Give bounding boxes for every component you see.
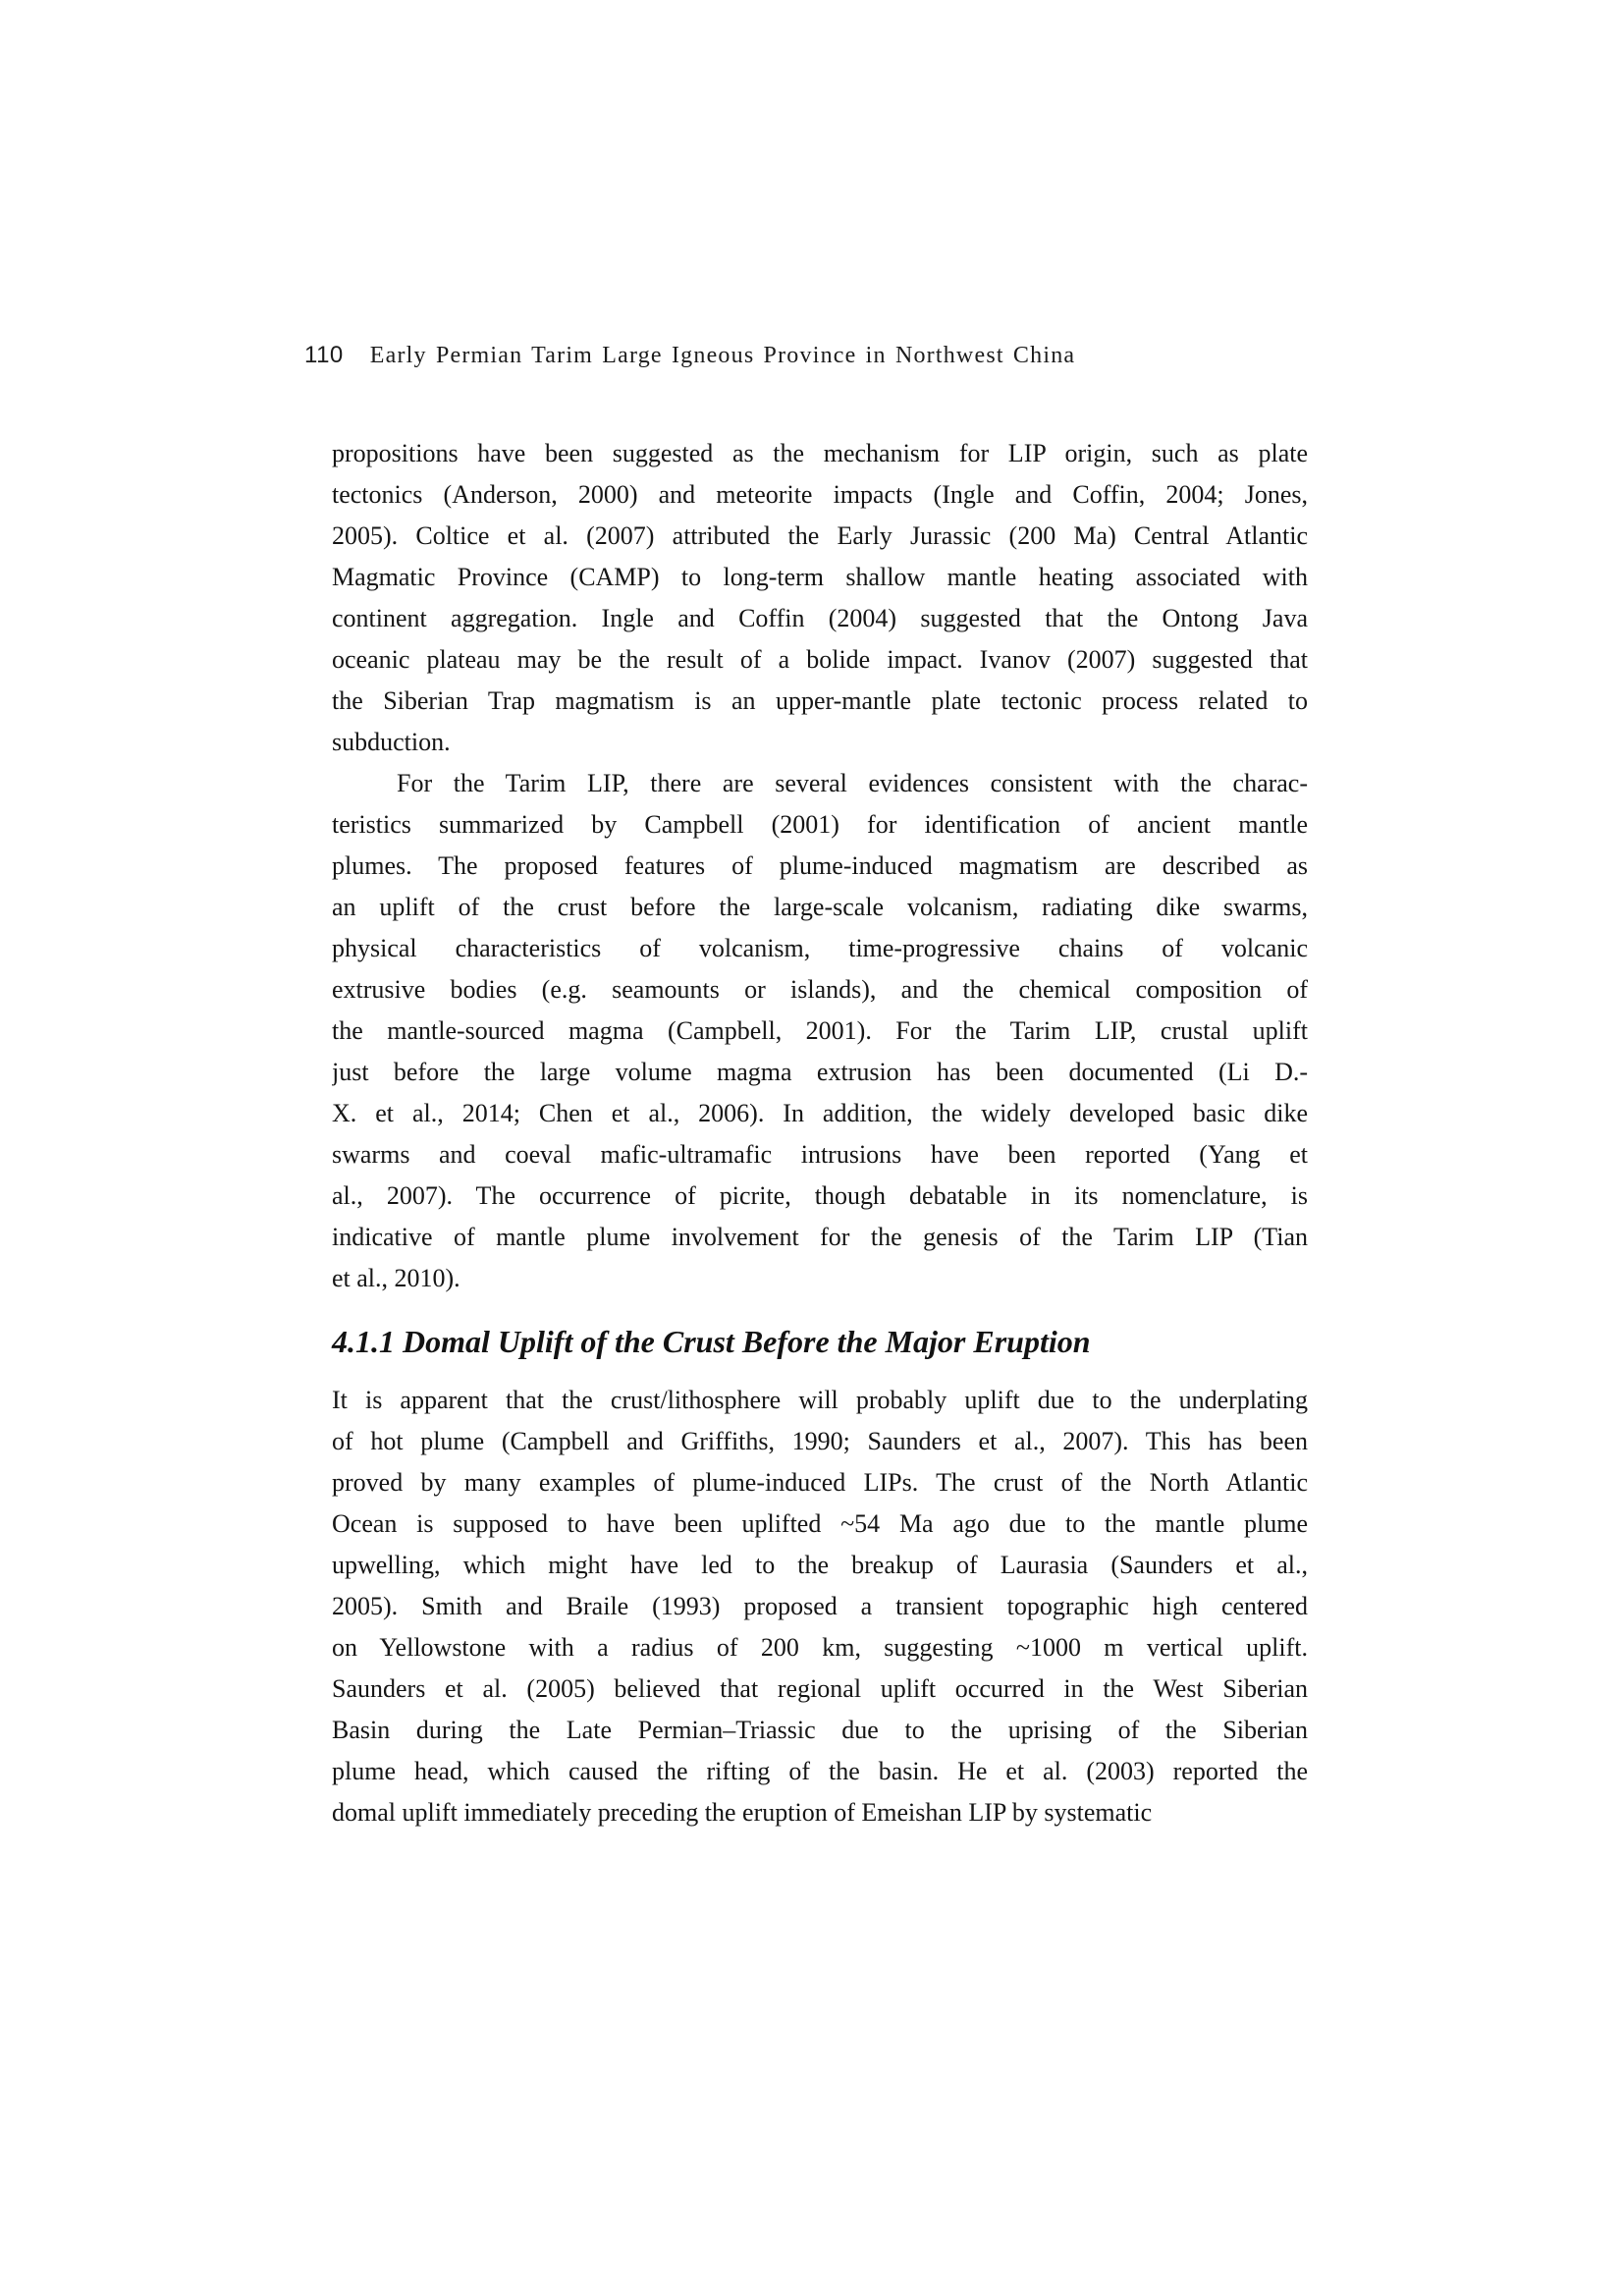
text-line: X. et al., 2014; Chen et al., 2006). In addition, the widely developed basic dike (332, 1099, 1308, 1127)
running-title: Early Permian Tarim Large Igneous Province in Northwest China (369, 343, 1076, 368)
body-text (332, 433, 1308, 1833)
text-line: upwelling, which might have led to the breakup of Laurasia (Saunders et al., (332, 1551, 1308, 1579)
text-line: oceanic plateau may be the result of a bolide impact. Ivanov (2007) suggested that (332, 645, 1308, 674)
text-line: an uplift of the crust before the large-scale volcanism, radiating dike swarms, (332, 893, 1308, 921)
text-line: plume head, which caused the rifting of the basin. He et al. (2003) reported the (332, 1757, 1308, 1785)
text-line: the mantle-sourced magma (Campbell, 2001). For the Tarim LIP, crustal uplift (332, 1016, 1308, 1045)
text-line: 2005). Smith and Braile (1993) proposed a transient topographic high centered (332, 1592, 1308, 1620)
text-line: physical characteristics of volcanism, time-progressive chains of volcanic (332, 934, 1308, 962)
text-line: Magmatic Province (CAMP) to long-term shallow mantle heating associated with (332, 563, 1308, 591)
text-line: extrusive bodies (e.g. seamounts or islands), and the chemical composition of (332, 975, 1308, 1004)
text-line: swarms and coeval mafic-ultramafic intrusions have been reported (Yang et (332, 1140, 1308, 1169)
text-line: For the Tarim LIP, there are several evidences consistent with the charac- (397, 769, 1308, 797)
text-line: tectonics (Anderson, 2000) and meteorite impacts (Ingle and Coffin, 2004; Jones, (332, 480, 1308, 509)
section-heading: 4.1.1 Domal Uplift of the Crust Before the Major Eruption (332, 1324, 1091, 1359)
text-line: Ocean is supposed to have been uplifted ~54 Ma ago due to the mantle plume (332, 1509, 1308, 1538)
text-line: teristics summarized by Campbell (2001) for identification of ancient mantle (332, 810, 1308, 839)
text-line: subduction. (332, 728, 451, 756)
text-line: domal uplift immediately preceding the eruption of Emeishan LIP by systematic (332, 1798, 1153, 1827)
text-line: indicative of mantle plume involvement for the genesis of the Tarim LIP (Tian (332, 1223, 1308, 1251)
text-line: on Yellowstone with a radius of 200 km, suggesting ~1000 m vertical uplift. (332, 1633, 1308, 1662)
paragraph (332, 763, 1308, 1299)
text-line: of hot plume (Campbell and Griffiths, 1990; Saunders et al., 2007). This has been (332, 1427, 1308, 1455)
text-line: et al., 2010). (332, 1264, 460, 1292)
paragraph (332, 1380, 1308, 1833)
text-line: Saunders et al. (2005) believed that regional uplift occurred in the West Siberian (332, 1674, 1308, 1703)
page-header (304, 342, 1075, 369)
text-line: the Siberian Trap magmatism is an upper-mantle plate tectonic process related to (332, 686, 1308, 715)
text-line: 2005). Coltice et al. (2007) attributed the Early Jurassic (200 Ma) Central Atlantic (332, 521, 1308, 550)
text-line: al., 2007). The occurrence of picrite, though debatable in its nomenclature, is (332, 1181, 1308, 1210)
text-line: proved by many examples of plume-induced LIPs. The crust of the North Atlantic (332, 1468, 1308, 1497)
text-line: just before the large volume magma extrusion has been documented (Li D.- (332, 1058, 1308, 1086)
page-number: 110 (304, 342, 344, 368)
paragraph (332, 433, 1308, 763)
text-line: plumes. The proposed features of plume-induced magmatism are described as (332, 851, 1308, 880)
text-line: It is apparent that the crust/lithosphere will probably uplift due to the underplating (332, 1386, 1308, 1414)
text-line: continent aggregation. Ingle and Coffin (2004) suggested that the Ontong Java (332, 604, 1308, 632)
text-line: propositions have been suggested as the mechanism for LIP origin, such as plate (332, 439, 1308, 467)
text-line: Basin during the Late Permian–Triassic due to the uprising of the Siberian (332, 1716, 1308, 1744)
